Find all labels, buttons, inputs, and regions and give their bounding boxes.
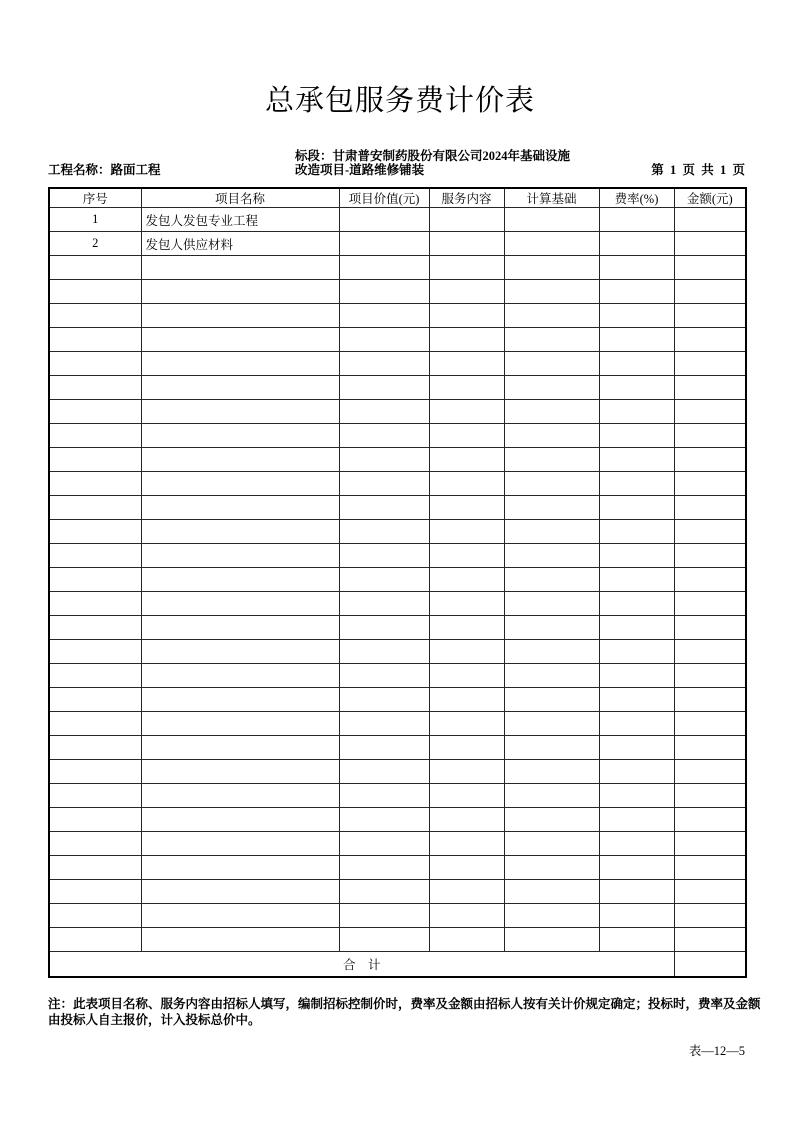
cell-rate: [599, 448, 674, 472]
cell-name: [141, 472, 339, 496]
cell-service: [429, 928, 504, 952]
table-row: [49, 520, 746, 544]
cell-value: [339, 808, 429, 832]
cell-value: [339, 544, 429, 568]
table-row: [49, 568, 746, 592]
cell-no: [49, 352, 141, 376]
col-header-name: 项目名称: [141, 188, 339, 208]
cell-rate: [599, 424, 674, 448]
cell-value: [339, 928, 429, 952]
cell-value: [339, 328, 429, 352]
cell-value: [339, 592, 429, 616]
cell-value: [339, 472, 429, 496]
cell-service: [429, 568, 504, 592]
cell-amount: [674, 616, 746, 640]
cell-amount: [674, 424, 746, 448]
table-row: [49, 232, 746, 256]
cell-service: [429, 376, 504, 400]
cell-service: [429, 592, 504, 616]
cell-service: [429, 856, 504, 880]
cell-rate: [599, 856, 674, 880]
cell-rate: [599, 520, 674, 544]
cell-no: [49, 664, 141, 688]
table-row: [49, 496, 746, 520]
table-row: [49, 640, 746, 664]
cell-no: [49, 688, 141, 712]
cell-amount: [674, 496, 746, 520]
cell-basis: [504, 760, 599, 784]
cell-amount: [674, 664, 746, 688]
cell-rate: [599, 784, 674, 808]
cell-name: [141, 400, 339, 424]
cell-name: [141, 688, 339, 712]
cell-name: [141, 544, 339, 568]
cell-rate: [599, 688, 674, 712]
cell-value: [339, 568, 429, 592]
cell-rate: [599, 880, 674, 904]
table-wrap: [48, 187, 747, 978]
table-row: [49, 928, 746, 952]
cell-no: [49, 328, 141, 352]
cell-value: [339, 496, 429, 520]
cell-no: 1: [49, 208, 141, 232]
cell-basis: [504, 232, 599, 256]
cell-name: [141, 904, 339, 928]
cell-amount: [674, 400, 746, 424]
cell-basis: [504, 712, 599, 736]
table-row: [49, 616, 746, 640]
table-row: [49, 400, 746, 424]
table-row: [49, 880, 746, 904]
cell-value: [339, 520, 429, 544]
cell-no: [49, 904, 141, 928]
cell-basis: [504, 880, 599, 904]
cell-no: [49, 424, 141, 448]
cell-amount: [674, 592, 746, 616]
cell-value: [339, 352, 429, 376]
cell-basis: [504, 928, 599, 952]
table-row: [49, 280, 746, 304]
cell-amount: [674, 352, 746, 376]
cell-name: 发包人发包专业工程: [141, 208, 339, 232]
table-row: [49, 448, 746, 472]
cell-name: [141, 784, 339, 808]
cell-amount: [674, 472, 746, 496]
cell-rate: [599, 808, 674, 832]
cell-amount: [674, 448, 746, 472]
table-footer: [49, 952, 746, 977]
cell-name: [141, 640, 339, 664]
cell-rate: [599, 928, 674, 952]
table-row: [49, 784, 746, 808]
cell-name: [141, 592, 339, 616]
cell-service: [429, 544, 504, 568]
table-row: [49, 472, 746, 496]
cell-rate: [599, 832, 674, 856]
cell-service: [429, 208, 504, 232]
cell-value: [339, 376, 429, 400]
cell-value: [339, 760, 429, 784]
cell-name: [141, 832, 339, 856]
table-row: [49, 760, 746, 784]
cell-rate: [599, 712, 674, 736]
table-row: [49, 688, 746, 712]
cell-service: [429, 616, 504, 640]
cell-rate: [599, 256, 674, 280]
cell-value: [339, 208, 429, 232]
cell-amount: [674, 832, 746, 856]
cell-rate: [599, 544, 674, 568]
table-body: [49, 208, 746, 952]
cell-amount: [674, 328, 746, 352]
cell-amount: [674, 232, 746, 256]
cell-value: [339, 664, 429, 688]
col-header-no: 序号: [49, 188, 141, 208]
cell-name: [141, 448, 339, 472]
cell-amount: [674, 904, 746, 928]
footnote-line2: 由投标人自主报价，计入投标总价中。: [48, 1013, 261, 1027]
cell-no: [49, 400, 141, 424]
cell-service: [429, 664, 504, 688]
cell-amount: [674, 568, 746, 592]
page-number-label: 第 1 页 共 1 页: [651, 163, 745, 177]
table-row: [49, 736, 746, 760]
cell-service: [429, 280, 504, 304]
col-header-rate: 费率(%): [599, 188, 674, 208]
cell-name: [141, 760, 339, 784]
cell-value: [339, 640, 429, 664]
cell-name: 发包人供应材料: [141, 232, 339, 256]
cell-rate: [599, 280, 674, 304]
cell-amount: [674, 760, 746, 784]
cell-service: [429, 904, 504, 928]
table-row: [49, 664, 746, 688]
cell-basis: [504, 808, 599, 832]
cell-basis: [504, 448, 599, 472]
cell-name: [141, 880, 339, 904]
table-header: [49, 188, 746, 208]
cell-service: [429, 424, 504, 448]
section-line1: 标段：甘肃普安制药股份有限公司2024年基础设施: [295, 149, 571, 163]
cell-no: [49, 520, 141, 544]
cell-rate: [599, 208, 674, 232]
footnote-line1: 注：此表项目名称、服务内容由招标人填写，编制招标控制价时，费率及金额由招标人按有关计价规定确定；投标时，费率及金额: [48, 997, 761, 1011]
table-row: [49, 832, 746, 856]
cell-name: [141, 328, 339, 352]
cell-name: [141, 256, 339, 280]
cell-rate: [599, 904, 674, 928]
table-row: [49, 376, 746, 400]
cell-value: [339, 784, 429, 808]
cell-no: [49, 880, 141, 904]
cell-service: [429, 472, 504, 496]
cell-rate: [599, 736, 674, 760]
cell-value: [339, 832, 429, 856]
cell-value: [339, 448, 429, 472]
cell-no: [49, 592, 141, 616]
cell-basis: [504, 592, 599, 616]
cell-service: [429, 688, 504, 712]
cell-basis: [504, 664, 599, 688]
table-row: [49, 424, 746, 448]
footnote: [48, 996, 764, 1028]
cell-no: [49, 280, 141, 304]
cell-amount: [674, 640, 746, 664]
cell-name: [141, 736, 339, 760]
cell-name: [141, 304, 339, 328]
cell-amount: [674, 520, 746, 544]
cell-no: [49, 376, 141, 400]
col-header-amount: 金额(元): [674, 188, 746, 208]
cell-basis: [504, 856, 599, 880]
cell-value: [339, 736, 429, 760]
project-name-label: 工程名称：路面工程: [48, 163, 161, 177]
header-meta: [48, 148, 745, 180]
cell-no: [49, 256, 141, 280]
header-row: [49, 188, 746, 208]
cell-amount: [674, 256, 746, 280]
table-row: [49, 856, 746, 880]
cell-service: [429, 760, 504, 784]
cell-value: [339, 904, 429, 928]
cell-no: [49, 448, 141, 472]
cell-basis: [504, 688, 599, 712]
cell-name: [141, 352, 339, 376]
cell-value: [339, 712, 429, 736]
col-header-basis: 计算基础: [504, 188, 599, 208]
cell-rate: [599, 376, 674, 400]
cell-no: [49, 808, 141, 832]
cell-rate: [599, 352, 674, 376]
cell-name: [141, 376, 339, 400]
table-row: [49, 808, 746, 832]
cell-value: [339, 232, 429, 256]
cell-service: [429, 304, 504, 328]
cell-basis: [504, 328, 599, 352]
total-row: [49, 952, 746, 977]
cell-value: [339, 280, 429, 304]
cell-amount: [674, 784, 746, 808]
cell-name: [141, 520, 339, 544]
cell-rate: [599, 328, 674, 352]
cell-basis: [504, 640, 599, 664]
page-title: 总承包服务费计价表: [264, 85, 535, 117]
cell-basis: [504, 352, 599, 376]
cell-service: [429, 352, 504, 376]
cell-service: [429, 448, 504, 472]
cell-service: [429, 400, 504, 424]
cell-service: [429, 328, 504, 352]
cell-no: [49, 712, 141, 736]
cell-basis: [504, 832, 599, 856]
table-row: [49, 208, 746, 232]
cell-basis: [504, 424, 599, 448]
cell-value: [339, 400, 429, 424]
cell-basis: [504, 304, 599, 328]
cell-no: [49, 928, 141, 952]
cell-name: [141, 280, 339, 304]
cell-amount: [674, 736, 746, 760]
cell-no: [49, 784, 141, 808]
cell-rate: [599, 496, 674, 520]
cell-rate: [599, 568, 674, 592]
cell-no: [49, 496, 141, 520]
cell-service: [429, 496, 504, 520]
table-row: [49, 256, 746, 280]
cell-service: [429, 712, 504, 736]
cell-service: [429, 736, 504, 760]
cell-basis: [504, 496, 599, 520]
cell-no: [49, 760, 141, 784]
cell-amount: [674, 808, 746, 832]
table-row: [49, 544, 746, 568]
cell-no: [49, 832, 141, 856]
cell-basis: [504, 280, 599, 304]
cell-service: [429, 808, 504, 832]
cell-value: [339, 304, 429, 328]
cell-value: [339, 256, 429, 280]
table-row: [49, 904, 746, 928]
cell-rate: [599, 472, 674, 496]
cell-amount: [674, 928, 746, 952]
form-code: 表—12—5: [688, 1044, 745, 1058]
table-row: [49, 304, 746, 328]
cell-basis: [504, 544, 599, 568]
cell-rate: [599, 664, 674, 688]
cell-amount: [674, 856, 746, 880]
pricing-table: [48, 187, 747, 978]
cell-no: [49, 472, 141, 496]
cell-basis: [504, 472, 599, 496]
col-header-service: 服务内容: [429, 188, 504, 208]
cell-amount: [674, 280, 746, 304]
cell-amount: [674, 688, 746, 712]
section-label: [295, 149, 570, 177]
cell-amount: [674, 376, 746, 400]
cell-service: [429, 256, 504, 280]
cell-service: [429, 232, 504, 256]
cell-no: 2: [49, 232, 141, 256]
cell-amount: [674, 712, 746, 736]
cell-amount: [674, 880, 746, 904]
cell-no: [49, 856, 141, 880]
cell-no: [49, 736, 141, 760]
cell-rate: [599, 592, 674, 616]
table-row: [49, 712, 746, 736]
cell-basis: [504, 256, 599, 280]
cell-name: [141, 568, 339, 592]
table-row: [49, 352, 746, 376]
cell-name: [141, 616, 339, 640]
table-row: [49, 328, 746, 352]
col-header-value: 项目价值(元): [339, 188, 429, 208]
cell-rate: [599, 640, 674, 664]
cell-name: [141, 928, 339, 952]
cell-value: [339, 856, 429, 880]
cell-basis: [504, 376, 599, 400]
cell-rate: [599, 616, 674, 640]
cell-basis: [504, 904, 599, 928]
cell-name: [141, 664, 339, 688]
cell-amount: [674, 304, 746, 328]
cell-no: [49, 304, 141, 328]
cell-rate: [599, 232, 674, 256]
cell-service: [429, 880, 504, 904]
cell-name: [141, 496, 339, 520]
cell-service: [429, 520, 504, 544]
cell-basis: [504, 520, 599, 544]
cell-value: [339, 688, 429, 712]
cell-rate: [599, 400, 674, 424]
cell-value: [339, 424, 429, 448]
cell-no: [49, 616, 141, 640]
cell-no: [49, 544, 141, 568]
section-line2: 改造项目-道路维修铺装: [295, 163, 425, 177]
total-label: 合 计: [49, 952, 674, 977]
cell-basis: [504, 208, 599, 232]
cell-basis: [504, 736, 599, 760]
cell-value: [339, 616, 429, 640]
cell-basis: [504, 616, 599, 640]
cell-name: [141, 712, 339, 736]
table-row: [49, 592, 746, 616]
total-amount-cell: [674, 952, 746, 977]
cell-service: [429, 832, 504, 856]
cell-service: [429, 640, 504, 664]
cell-amount: [674, 544, 746, 568]
cell-no: [49, 568, 141, 592]
cell-name: [141, 424, 339, 448]
cell-service: [429, 784, 504, 808]
cell-no: [49, 640, 141, 664]
cell-basis: [504, 400, 599, 424]
cell-value: [339, 880, 429, 904]
cell-basis: [504, 784, 599, 808]
cell-name: [141, 808, 339, 832]
cell-amount: [674, 208, 746, 232]
cell-rate: [599, 760, 674, 784]
cell-rate: [599, 304, 674, 328]
cell-basis: [504, 568, 599, 592]
cell-name: [141, 856, 339, 880]
